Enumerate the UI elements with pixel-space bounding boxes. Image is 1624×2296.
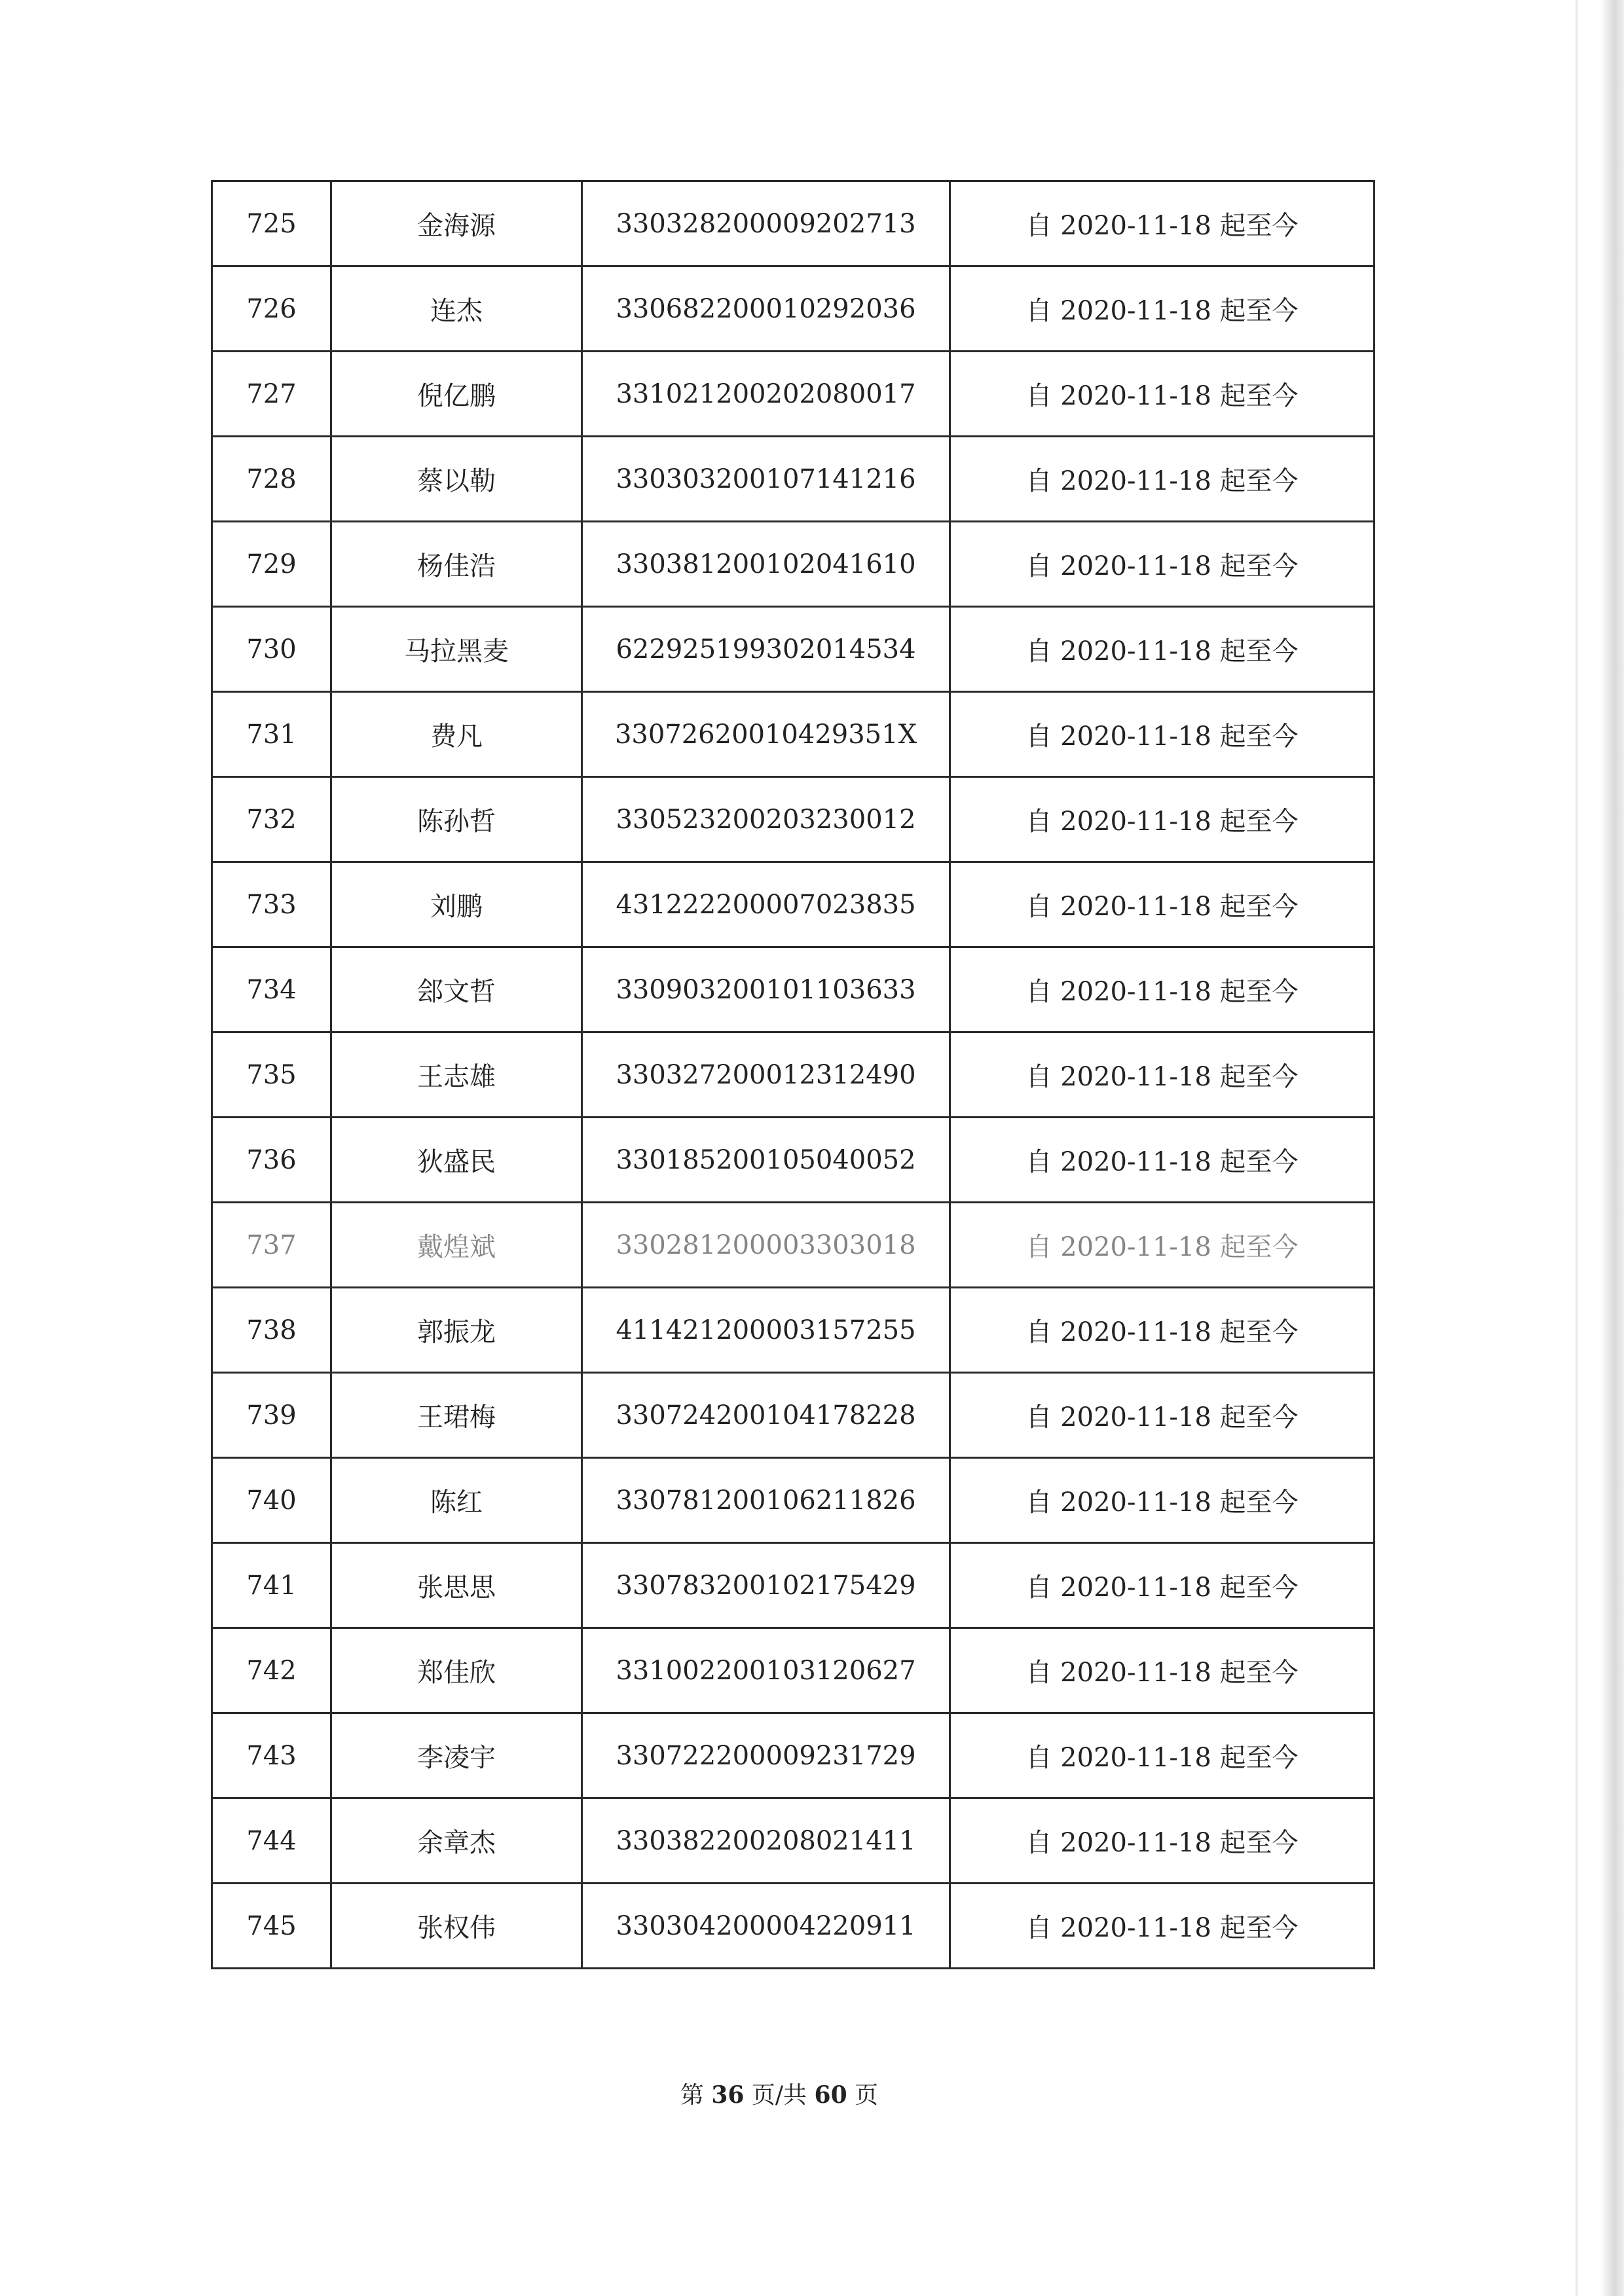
row-id-number: 411421200003157255 bbox=[616, 1315, 916, 1345]
row-id-number-cell bbox=[582, 437, 950, 522]
row-id-number: 330303200107141216 bbox=[616, 464, 916, 494]
row-period: 自 2020-11-18 起至今 bbox=[1025, 466, 1299, 496]
row-period: 自 2020-11-18 起至今 bbox=[1025, 1743, 1299, 1773]
row-period-cell bbox=[950, 1713, 1375, 1798]
row-id-number: 622925199302014534 bbox=[616, 634, 916, 665]
row-number-cell bbox=[212, 1798, 331, 1884]
row-name-cell bbox=[331, 522, 582, 607]
row-number-cell bbox=[212, 1373, 331, 1458]
row-name: 蔡以勒 bbox=[417, 466, 496, 496]
row-id-number-cell bbox=[582, 1118, 950, 1203]
row-number: 734 bbox=[246, 974, 297, 1005]
table-row bbox=[212, 1543, 1375, 1628]
row-id-number: 431222200007023835 bbox=[616, 889, 916, 920]
row-period-cell bbox=[950, 1203, 1375, 1288]
row-period-cell bbox=[950, 947, 1375, 1032]
row-name: 郐文哲 bbox=[417, 977, 496, 1007]
row-number-cell bbox=[212, 1884, 331, 1969]
row-id-number-cell bbox=[582, 1628, 950, 1713]
row-period: 自 2020-11-18 起至今 bbox=[1025, 1147, 1299, 1177]
row-name-cell bbox=[331, 1032, 582, 1118]
row-period: 自 2020-11-18 起至今 bbox=[1025, 807, 1299, 837]
row-id-number: 330328200009202713 bbox=[616, 208, 916, 239]
row-name-cell bbox=[331, 1628, 582, 1713]
table-row bbox=[212, 1713, 1375, 1798]
row-id-number: 330903200101103633 bbox=[616, 974, 916, 1005]
row-name: 陈孙哲 bbox=[417, 807, 496, 837]
row-number: 741 bbox=[246, 1570, 297, 1601]
row-name: 王珺梅 bbox=[417, 1402, 496, 1432]
row-number: 726 bbox=[246, 293, 297, 324]
row-id-number: 330281200003303018 bbox=[616, 1230, 916, 1260]
row-name-cell bbox=[331, 266, 582, 352]
table-row bbox=[212, 1628, 1375, 1713]
row-id-number-cell bbox=[582, 1458, 950, 1543]
row-id-number-cell bbox=[582, 1203, 950, 1288]
row-period: 自 2020-11-18 起至今 bbox=[1025, 211, 1299, 241]
row-name-cell bbox=[331, 1884, 582, 1969]
row-period-cell bbox=[950, 1118, 1375, 1203]
row-period: 自 2020-11-18 起至今 bbox=[1025, 1658, 1299, 1688]
row-id-number-cell bbox=[582, 692, 950, 777]
row-number: 742 bbox=[246, 1655, 297, 1686]
row-id-number: 330682200010292036 bbox=[616, 293, 916, 324]
row-period-cell bbox=[950, 352, 1375, 437]
roster-body bbox=[212, 181, 1375, 1969]
footer-total-pages: 60 bbox=[814, 2081, 847, 2109]
row-id-number: 331021200202080017 bbox=[616, 378, 916, 409]
table-row bbox=[212, 437, 1375, 522]
footer-middle: 页/共 bbox=[751, 2082, 807, 2109]
row-name: 倪亿鹏 bbox=[417, 381, 496, 411]
row-period: 自 2020-11-18 起至今 bbox=[1025, 551, 1299, 581]
row-number-cell bbox=[212, 1543, 331, 1628]
row-id-number-cell bbox=[582, 1713, 950, 1798]
row-name-cell bbox=[331, 1203, 582, 1288]
row-number: 728 bbox=[246, 464, 297, 494]
row-name-cell bbox=[331, 437, 582, 522]
row-name: 刘鹏 bbox=[430, 892, 483, 922]
row-id-number-cell bbox=[582, 522, 950, 607]
row-period-cell bbox=[950, 692, 1375, 777]
row-number-cell bbox=[212, 692, 331, 777]
row-number: 737 bbox=[246, 1230, 297, 1260]
row-number-cell bbox=[212, 777, 331, 862]
row-name-cell bbox=[331, 1373, 582, 1458]
row-period: 自 2020-11-18 起至今 bbox=[1025, 1573, 1299, 1603]
row-name-cell bbox=[331, 777, 582, 862]
row-period-cell bbox=[950, 437, 1375, 522]
row-period-cell bbox=[950, 522, 1375, 607]
row-id-number-cell bbox=[582, 352, 950, 437]
row-period-cell bbox=[950, 1543, 1375, 1628]
row-id-number: 330781200106211826 bbox=[616, 1485, 916, 1516]
table-row bbox=[212, 1203, 1375, 1288]
row-period-cell bbox=[950, 181, 1375, 266]
row-number: 735 bbox=[246, 1059, 297, 1090]
row-number-cell bbox=[212, 266, 331, 352]
row-number: 732 bbox=[246, 804, 297, 835]
table-row bbox=[212, 1288, 1375, 1373]
row-id-number: 330381200102041610 bbox=[616, 549, 916, 579]
row-period-cell bbox=[950, 777, 1375, 862]
row-number-cell bbox=[212, 181, 331, 266]
row-id-number: 330327200012312490 bbox=[616, 1059, 916, 1090]
row-name-cell bbox=[331, 692, 582, 777]
row-name-cell bbox=[331, 1798, 582, 1884]
row-period-cell bbox=[950, 1458, 1375, 1543]
page-footer bbox=[0, 2077, 1559, 2110]
row-period: 自 2020-11-18 起至今 bbox=[1025, 892, 1299, 922]
table-row bbox=[212, 522, 1375, 607]
scan-edge bbox=[1600, 0, 1624, 2296]
row-id-number: 330523200203230012 bbox=[616, 804, 916, 835]
row-name-cell bbox=[331, 352, 582, 437]
row-name: 郭振龙 bbox=[417, 1317, 496, 1347]
row-period: 自 2020-11-18 起至今 bbox=[1025, 1487, 1299, 1518]
row-id-number: 330382200208021411 bbox=[616, 1825, 916, 1856]
row-id-number-cell bbox=[582, 1798, 950, 1884]
row-name: 连杰 bbox=[430, 296, 483, 326]
row-period: 自 2020-11-18 起至今 bbox=[1025, 1913, 1299, 1943]
row-number: 733 bbox=[246, 889, 297, 920]
row-name-cell bbox=[331, 947, 582, 1032]
row-period-cell bbox=[950, 1628, 1375, 1713]
row-id-number-cell bbox=[582, 862, 950, 947]
row-name: 李凌宇 bbox=[417, 1743, 496, 1773]
row-period-cell bbox=[950, 607, 1375, 692]
table-row bbox=[212, 1884, 1375, 1969]
row-number: 729 bbox=[246, 549, 297, 579]
table-row bbox=[212, 181, 1375, 266]
row-name: 马拉黑麦 bbox=[404, 636, 509, 666]
table-row bbox=[212, 352, 1375, 437]
row-name: 金海源 bbox=[417, 211, 496, 241]
row-period: 自 2020-11-18 起至今 bbox=[1025, 721, 1299, 752]
row-period: 自 2020-11-18 起至今 bbox=[1025, 1062, 1299, 1092]
row-name-cell bbox=[331, 1118, 582, 1203]
row-period-cell bbox=[950, 1032, 1375, 1118]
scan-shadow-line bbox=[1576, 0, 1578, 2296]
row-name-cell bbox=[331, 862, 582, 947]
table-row bbox=[212, 947, 1375, 1032]
row-number: 731 bbox=[246, 719, 297, 750]
row-number-cell bbox=[212, 862, 331, 947]
row-period: 自 2020-11-18 起至今 bbox=[1025, 636, 1299, 666]
row-name: 王志雄 bbox=[417, 1062, 496, 1092]
roster-table bbox=[211, 180, 1375, 1969]
row-number-cell bbox=[212, 607, 331, 692]
row-period: 自 2020-11-18 起至今 bbox=[1025, 1828, 1299, 1858]
row-name-cell bbox=[331, 1458, 582, 1543]
table-row bbox=[212, 1458, 1375, 1543]
row-id-number-cell bbox=[582, 1884, 950, 1969]
row-name-cell bbox=[331, 607, 582, 692]
row-id-number-cell bbox=[582, 607, 950, 692]
row-id-number-cell bbox=[582, 266, 950, 352]
row-id-number: 331002200103120627 bbox=[616, 1655, 916, 1686]
row-number: 745 bbox=[246, 1910, 297, 1941]
row-number-cell bbox=[212, 522, 331, 607]
row-id-number-cell bbox=[582, 1373, 950, 1458]
row-number-cell bbox=[212, 1628, 331, 1713]
row-period: 自 2020-11-18 起至今 bbox=[1025, 1317, 1299, 1347]
table-row bbox=[212, 1373, 1375, 1458]
row-number-cell bbox=[212, 947, 331, 1032]
row-number: 736 bbox=[246, 1144, 297, 1175]
row-number-cell bbox=[212, 1288, 331, 1373]
row-id-number-cell bbox=[582, 947, 950, 1032]
row-period-cell bbox=[950, 1373, 1375, 1458]
row-number: 744 bbox=[246, 1825, 297, 1856]
row-name: 费凡 bbox=[430, 721, 483, 752]
row-period-cell bbox=[950, 1884, 1375, 1969]
row-id-number: 330724200104178228 bbox=[616, 1400, 916, 1430]
row-id-number: 330722200009231729 bbox=[616, 1740, 916, 1771]
row-period: 自 2020-11-18 起至今 bbox=[1025, 296, 1299, 326]
row-period-cell bbox=[950, 1798, 1375, 1884]
row-id-number-cell bbox=[582, 1543, 950, 1628]
table-row bbox=[212, 266, 1375, 352]
row-number: 743 bbox=[246, 1740, 297, 1771]
row-id-number: 330185200105040052 bbox=[616, 1144, 916, 1175]
row-number: 739 bbox=[246, 1400, 297, 1430]
row-name: 张思思 bbox=[417, 1573, 496, 1603]
row-name-cell bbox=[331, 1288, 582, 1373]
row-id-number-cell bbox=[582, 1032, 950, 1118]
table-row bbox=[212, 862, 1375, 947]
row-name: 张权伟 bbox=[417, 1913, 496, 1943]
row-number: 738 bbox=[246, 1315, 297, 1345]
row-number: 725 bbox=[246, 208, 297, 239]
table-row bbox=[212, 607, 1375, 692]
footer-suffix: 页 bbox=[855, 2082, 879, 2109]
table-row bbox=[212, 1798, 1375, 1884]
row-name: 陈红 bbox=[430, 1487, 483, 1518]
row-number-cell bbox=[212, 1118, 331, 1203]
row-number-cell bbox=[212, 352, 331, 437]
row-number-cell bbox=[212, 1713, 331, 1798]
footer-current-page: 36 bbox=[711, 2081, 745, 2109]
row-period-cell bbox=[950, 266, 1375, 352]
row-name: 杨佳浩 bbox=[417, 551, 496, 581]
row-name: 余章杰 bbox=[417, 1828, 496, 1858]
row-period: 自 2020-11-18 起至今 bbox=[1025, 1402, 1299, 1432]
row-number-cell bbox=[212, 437, 331, 522]
table-row bbox=[212, 692, 1375, 777]
row-number: 727 bbox=[246, 378, 297, 409]
row-period-cell bbox=[950, 1288, 1375, 1373]
row-number-cell bbox=[212, 1458, 331, 1543]
table-row bbox=[212, 777, 1375, 862]
row-period: 自 2020-11-18 起至今 bbox=[1025, 1232, 1299, 1262]
row-id-number: 330304200004220911 bbox=[616, 1910, 916, 1941]
row-id-number-cell bbox=[582, 181, 950, 266]
row-name-cell bbox=[331, 181, 582, 266]
row-name-cell bbox=[331, 1713, 582, 1798]
row-id-number-cell bbox=[582, 1288, 950, 1373]
row-id-number-cell bbox=[582, 777, 950, 862]
row-id-number: 33072620010429351X bbox=[614, 719, 917, 750]
row-name: 郑佳欣 bbox=[417, 1658, 496, 1688]
row-name-cell bbox=[331, 1543, 582, 1628]
row-period-cell bbox=[950, 862, 1375, 947]
row-number-cell bbox=[212, 1203, 331, 1288]
footer-prefix: 第 bbox=[680, 2082, 704, 2109]
table-row bbox=[212, 1118, 1375, 1203]
row-number: 740 bbox=[246, 1485, 297, 1516]
row-name: 戴煌斌 bbox=[417, 1232, 496, 1262]
row-id-number: 330783200102175429 bbox=[616, 1570, 916, 1601]
row-period: 自 2020-11-18 起至今 bbox=[1025, 381, 1299, 411]
row-number: 730 bbox=[246, 634, 297, 665]
row-name: 狄盛民 bbox=[417, 1147, 496, 1177]
table-row bbox=[212, 1032, 1375, 1118]
row-number-cell bbox=[212, 1032, 331, 1118]
row-period: 自 2020-11-18 起至今 bbox=[1025, 977, 1299, 1007]
